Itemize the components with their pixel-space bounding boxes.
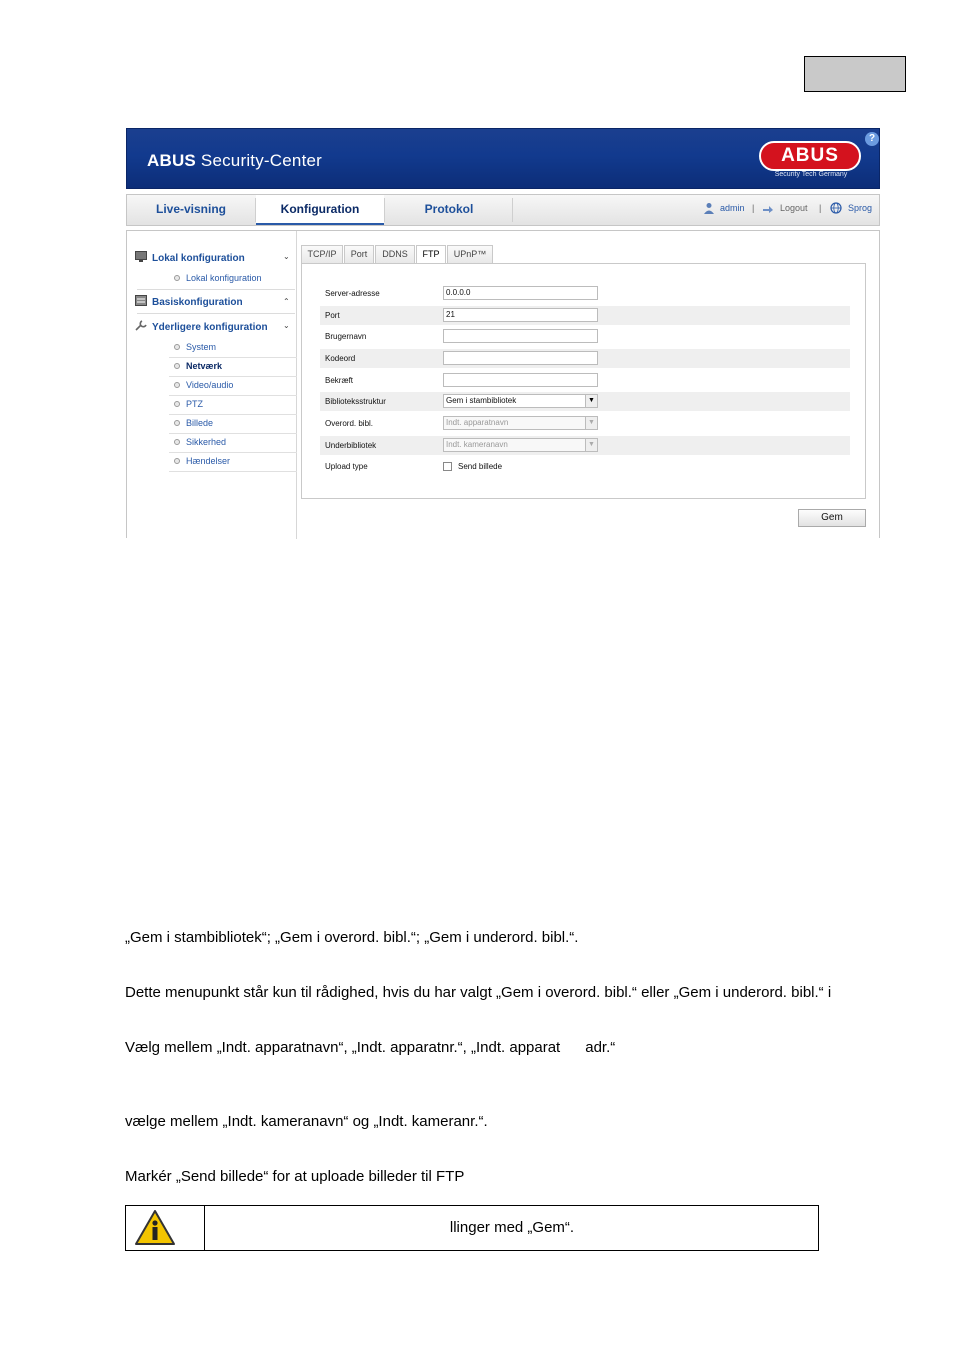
- bullet-icon: [174, 420, 180, 426]
- divider: [169, 414, 297, 415]
- doc-line-subdir-options: vælge mellem „Indt. kameranavn“ og „Indt. kameranr.“.: [125, 1113, 488, 1130]
- logo-tagline: Security Tech Germany: [774, 171, 848, 178]
- sidebar-item-video-audio[interactable]: Video/audio: [186, 380, 234, 390]
- content-panel: [126, 230, 880, 538]
- parent-dir-label: Overord. bibl.: [325, 419, 374, 428]
- ftp-form: [301, 263, 866, 499]
- info-warning-icon: [134, 1209, 176, 1247]
- bullet-icon: [174, 382, 180, 388]
- chevron-down-icon[interactable]: ⌄: [283, 252, 290, 261]
- divider: [169, 376, 297, 377]
- wrench-icon: [135, 320, 147, 331]
- bullet-icon: [174, 439, 180, 445]
- upload-row: [320, 457, 850, 476]
- tab-upnp[interactable]: UPnP™: [447, 245, 493, 264]
- globe-icon[interactable]: [830, 202, 842, 214]
- dropdown-arrow-icon[interactable]: ▼: [585, 439, 597, 451]
- main-nav: [126, 194, 880, 226]
- send-image-label: Send billede: [458, 462, 503, 471]
- confirm-label: Bekræft: [325, 376, 354, 385]
- sidebar-item-image[interactable]: Billede: [186, 418, 214, 428]
- parent-dir-row: [320, 414, 850, 433]
- sidebar-item-security[interactable]: Sikkerhed: [186, 437, 227, 447]
- app-title: ABUS Security-Center: [147, 151, 323, 170]
- logout-link[interactable]: Logout: [780, 203, 808, 213]
- username-row: [320, 327, 850, 346]
- monitor-icon: [135, 251, 147, 262]
- confirm-row: [320, 371, 850, 390]
- divider: [169, 357, 297, 358]
- divider: [169, 452, 297, 453]
- password-row: [320, 349, 850, 368]
- upload-label: Upload type: [325, 462, 368, 471]
- divider: [169, 433, 297, 434]
- sidebar-item-events[interactable]: Hændelser: [186, 456, 231, 466]
- sidebar-item-local-config[interactable]: Lokal konfiguration: [186, 273, 262, 283]
- server-address-input[interactable]: 0.0.0.0: [443, 286, 598, 300]
- subdir-label: Underbibliotek: [325, 441, 377, 450]
- doc-line-upload: Markér „Send billede“ for at uploade billeder til FTP: [125, 1168, 465, 1185]
- divider: [137, 289, 295, 290]
- directory-select[interactable]: Gem i stambibliotek ▼: [443, 394, 598, 408]
- username-label: Brugernavn: [325, 332, 367, 341]
- screenshot: [126, 128, 880, 538]
- doc-line-availability: Dette menupunkt står kun til rådighed, hvis du har valgt „Gem i overord. bibl.“ eller „Gem i underord. bibl.“ i: [125, 984, 832, 1001]
- doc-line-parent-options: Vælg mellem „Indt. apparatnavn“, „Indt. apparatnr.“, „Indt. apparat adr.“: [125, 1039, 616, 1056]
- tab-tcpip[interactable]: TCP/IP: [301, 245, 343, 264]
- password-label: Kodeord: [325, 354, 356, 363]
- user-name: admin: [720, 203, 745, 213]
- dropdown-arrow-icon[interactable]: ▼: [585, 395, 597, 407]
- sidebar-local-config[interactable]: Lokal konfiguration: [135, 251, 245, 264]
- tab-configuration[interactable]: Konfiguration: [256, 195, 384, 225]
- directory-row: [320, 392, 850, 411]
- abus-logo: ABUS: [759, 141, 861, 171]
- sidebar-item-network[interactable]: Netværk: [186, 361, 223, 371]
- tab-port[interactable]: Port: [344, 245, 374, 264]
- subdir-row: [320, 436, 850, 455]
- nav-separator: |: [752, 203, 755, 213]
- parent-dir-select[interactable]: Indt. apparatnavn ▼: [443, 416, 598, 430]
- dropdown-arrow-icon[interactable]: ▼: [585, 417, 597, 429]
- note-icon-cell: [126, 1206, 205, 1250]
- port-label: Port: [325, 311, 340, 320]
- list-icon: [135, 295, 147, 306]
- divider: [137, 313, 295, 314]
- port-row: [320, 306, 850, 325]
- tab-ftp[interactable]: FTP: [416, 245, 446, 265]
- bullet-icon: [174, 401, 180, 407]
- server-row: [320, 284, 850, 303]
- sidebar: [127, 231, 297, 539]
- bullet-icon: [174, 275, 180, 281]
- sidebar-item-ptz[interactable]: PTZ: [186, 399, 203, 409]
- nav-divider: [512, 198, 513, 222]
- tab-ddns[interactable]: DDNS: [375, 245, 415, 264]
- chevron-down-icon[interactable]: ⌄: [283, 321, 290, 330]
- sidebar-item-system[interactable]: System: [186, 342, 217, 352]
- save-button[interactable]: Gem: [798, 509, 866, 527]
- tab-protocol[interactable]: Protokol: [424, 202, 474, 216]
- bullet-icon: [174, 458, 180, 464]
- app-banner: [126, 128, 880, 189]
- bullet-icon: [174, 344, 180, 350]
- nav-separator: |: [819, 203, 822, 213]
- bullet-icon: [174, 363, 180, 369]
- subdir-select[interactable]: Indt. kameranavn ▼: [443, 438, 598, 452]
- doc-line-directory-options: „Gem i stambibliotek“; „Gem i overord. bibl.“; „Gem i underord. bibl.“.: [125, 929, 579, 946]
- user-icon: [703, 202, 715, 214]
- note-text: llinger med „Gem“.: [449, 1219, 575, 1236]
- password-input[interactable]: [443, 351, 598, 365]
- send-image-checkbox[interactable]: [443, 462, 452, 471]
- note-box: [125, 1205, 819, 1251]
- divider: [169, 471, 297, 472]
- directory-label: Biblioteksstruktur: [325, 397, 386, 406]
- tab-live-view[interactable]: Live-visning: [155, 202, 226, 216]
- port-input[interactable]: 21: [443, 308, 598, 322]
- language-link[interactable]: Sprog: [848, 203, 873, 213]
- header-box: [804, 56, 906, 92]
- sidebar-advanced-config[interactable]: Yderligere konfiguration: [135, 320, 268, 333]
- server-label: Server-adresse: [325, 289, 380, 298]
- help-icon[interactable]: ?: [865, 132, 879, 146]
- chevron-up-icon[interactable]: ⌃: [283, 297, 290, 306]
- divider: [169, 395, 297, 396]
- confirm-input[interactable]: [443, 373, 598, 387]
- logout-icon[interactable]: [762, 202, 774, 214]
- username-input[interactable]: [443, 329, 598, 343]
- sidebar-basic-config[interactable]: Basiskonfiguration: [135, 295, 243, 308]
